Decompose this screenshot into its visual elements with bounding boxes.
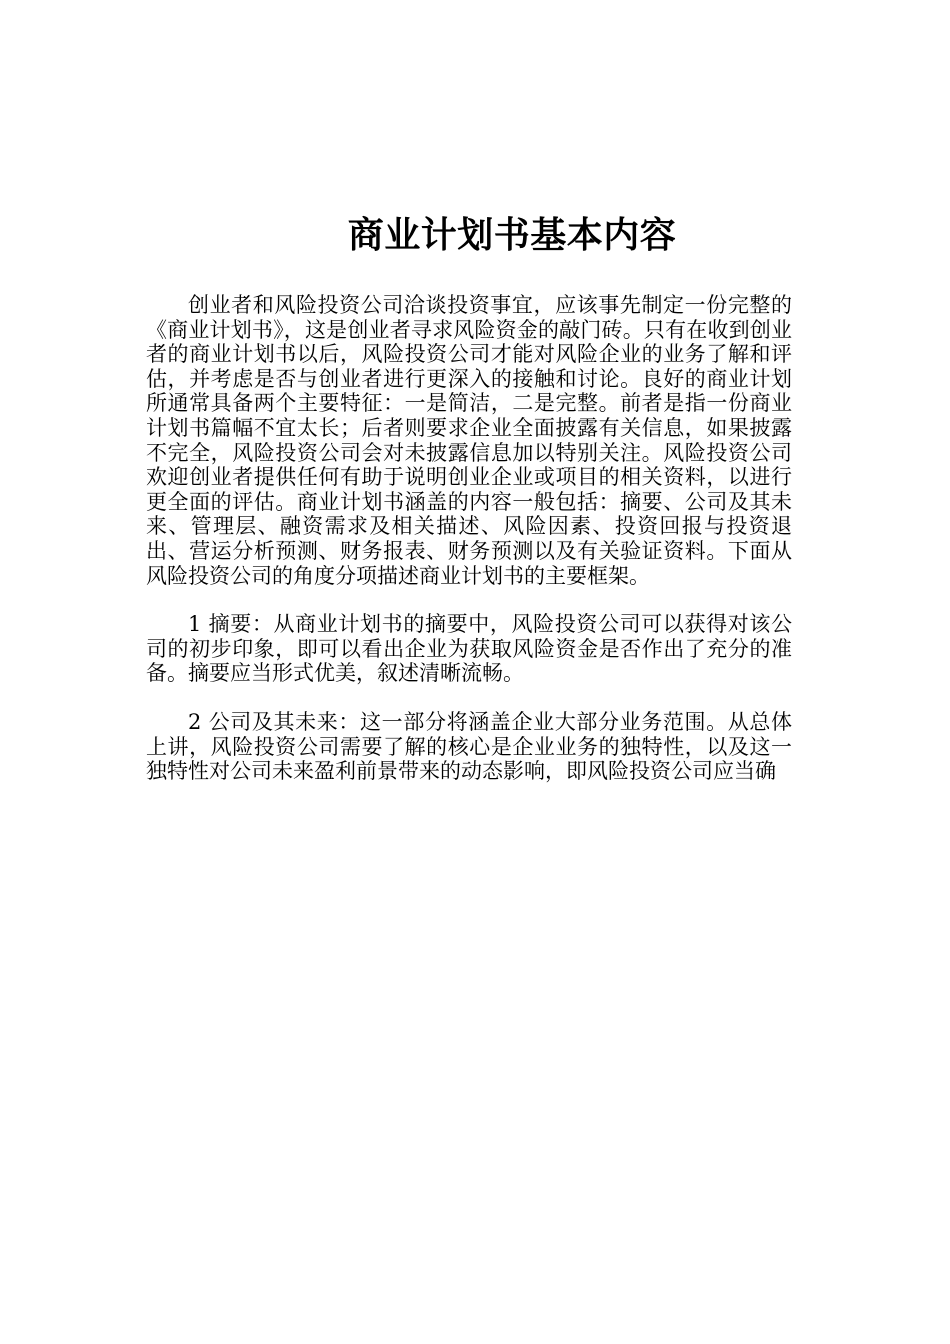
paragraph-company-future: 2 公司及其未来：这一部分将涵盖企业大部分业务范围。从总体上讲，风险投资公司需要了解的核心是企业业务的独特性，以及这一独特性对公司未来盈利前景带来的动态影响，即风险投资公司应当确 <box>146 709 792 784</box>
paragraph-intro: 创业者和风险投资公司洽谈投资事宜，应该事先制定一份完整的《商业计划书》，这是创业者寻求风险资金的敲门砖。只有在收到创业者的商业计划书以后，风险投资公司才能对风险企业的业务了解和评估，并考虑是否与创业者进行更深入的接触和讨论。良好的商业计划所通常具备两个主要特征：一是简洁，二是完整。前者是指一份商业计划书篇幅不宜太长；后者则要求企业全面披露有关信息，如果披露不完全，风险投资公司会对未披露信息加以特别关注。风险投资公司欢迎创业者提供任何有助于说明创业企业或项目的相关资料，以进行更全面的评估。商业计划书涵盖的内容一般包括：摘要、公司及其未来、管理层、融资需求及相关描述、风险因素、投资回报与投资退出、营运分析预测、财务报表、财务预测以及有关验证资料。下面从风险投资公司的角度分项描述商业计划书的主要框架。 <box>146 293 792 588</box>
paragraph-summary: 1 摘要：从商业计划书的摘要中，风险投资公司可以获得对该公司的初步印象，即可以看出企业为获取风险资金是否作出了充分的准备。摘要应当形式优美，叙述清晰流畅。 <box>146 612 792 686</box>
document-title: 商业计划书基本内容 <box>347 215 677 256</box>
document-body <box>146 293 792 808</box>
